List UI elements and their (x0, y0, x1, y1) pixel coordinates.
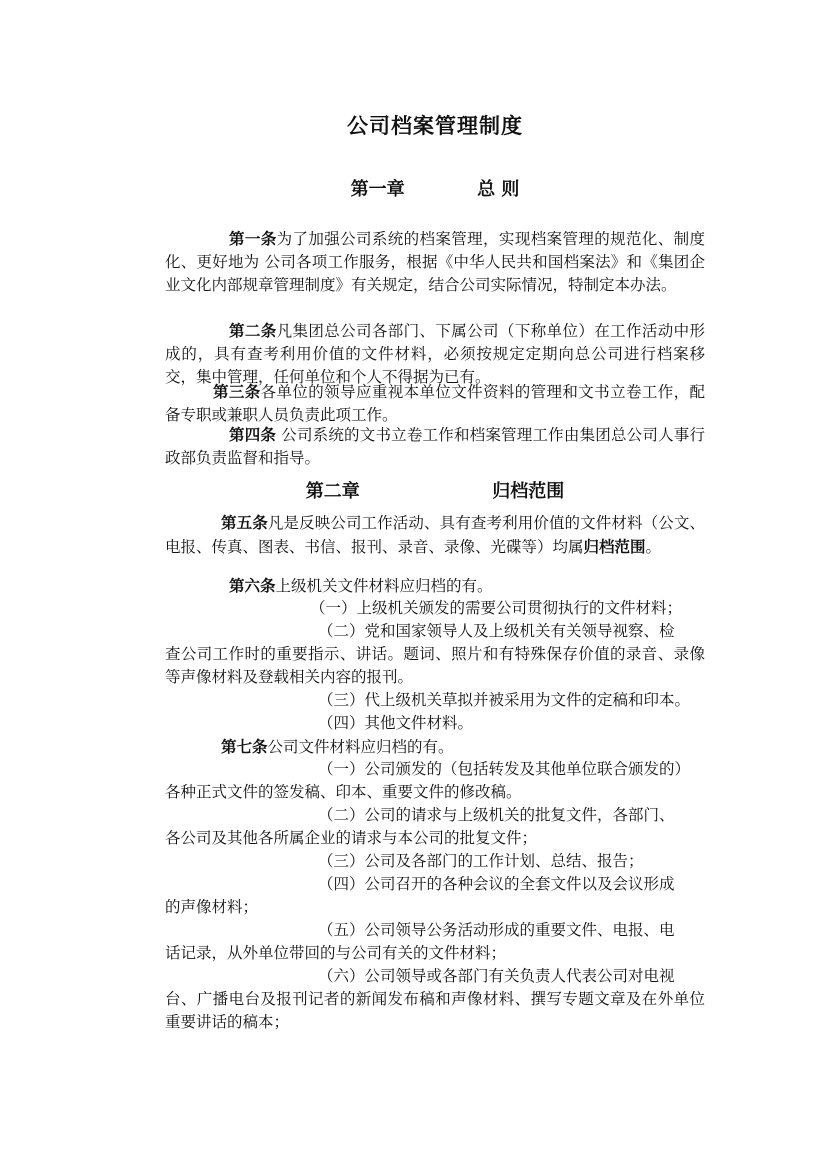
article-7-item-6-line-1: （六）公司领导或各部门有关负责人代表公司对电视 (318, 967, 675, 985)
article-7-item-6-rest: 台、广播电台及报刊记者的新闻发布稿和声像材料、撰写专题文章及在外单位重要讲话的稿本； (165, 990, 705, 1031)
article-4-label: 第四条 (229, 425, 277, 444)
article-1-text: 为了加强公司系统的档案管理，实现档案管理的规范化、制度化、更好地为 公司各项工作服务，根据《中华人民共和国档案法》和《集团企业文化内部规章管理制度》有关规定，结合公司实际情况，特制定本办法。 (165, 230, 705, 294)
article-6-label: 第六条 (229, 576, 276, 595)
article-3-text: 各单位的领导应重视本单位文件资料的管理和文书立卷工作，配备专职或兼职人员负责此项工作。 (165, 383, 705, 424)
article-3 (165, 380, 705, 427)
article-7-item-3: （三）公司及各部门的工作计划、总结、报告； (318, 852, 644, 870)
article-7-item-5-line-1: （五）公司领导公务活动形成的重要文件、电报、电 (318, 921, 675, 939)
article-1-label: 第一条 (229, 229, 277, 248)
article-2-text: 凡集团总公司各部门、下属公司（下称单位）在工作活动中形成的，具有查考利用价值的文件材料，必须按规定定期向总公司进行档案移交，集中管理，任何单位和个人不得据为已有。 (165, 322, 705, 386)
document-title: 公司档案管理制度 (347, 113, 523, 138)
chapter-1-number: 第一章 (350, 179, 405, 200)
article-7-item-5-line-2: 话记录，从外单位带回的与公司有关的文件材料； (165, 944, 507, 962)
article-7-item-4-line-2: 的声像材料； (165, 898, 259, 916)
article-5 (165, 511, 705, 559)
chapter-2-name: 归档范围 (492, 481, 565, 502)
article-7-item-2-line-2: 各公司及其他各所属企业的请求与本公司的批复文件； (165, 829, 538, 847)
chapter-1-heading (165, 175, 705, 201)
article-7-item-1-line-1: （一）公司颁发的（包括转发及其他单位联合颁发的） (318, 760, 691, 778)
article-7-item-1-line-2: 各种正式文件的签发稿、印本、重要文件的修改稿。 (165, 783, 522, 801)
article-5-text: 凡是反映公司工作活动、具有查考利用价值的文件材料（公文、电报、传真、图表、书信、报刊、录音、录像、光碟等）均属 (165, 514, 705, 556)
article-2-label: 第二条 (229, 321, 277, 340)
chapter-1-name: 总 则 (477, 179, 520, 200)
article-5-end: 。 (645, 538, 662, 556)
article-7-label: 第七条 (221, 737, 268, 756)
article-6-item-4: （四）其他文件材料。 (318, 714, 474, 732)
article-5-label: 第五条 (221, 513, 268, 532)
article-1 (165, 227, 705, 297)
article-7-item-4-line-1: （四）公司召开的各种会议的全套文件以及会议形成 (318, 875, 675, 893)
chapter-2-heading (165, 477, 705, 503)
article-3-label: 第三条 (213, 382, 261, 401)
chapter-2-number: 第二章 (305, 481, 360, 502)
article-7-text: 公司文件材料应归档的有。 (267, 738, 454, 756)
article-2 (165, 319, 705, 389)
article-6 (229, 574, 493, 598)
article-6-text: 上级机关文件材料应归档的有。 (275, 577, 493, 595)
article-7 (221, 735, 454, 759)
article-7-item-2-line-1: （二）公司的请求与上级机关的批复文件，各部门、 (318, 806, 675, 824)
article-6-item-2-line-1: （二）党和国家领导人及上级机关有关领导视察、检 (318, 622, 675, 640)
article-4 (165, 423, 705, 470)
article-6-item-1: （一）上级机关颁发的需要公司贯彻执行的文件材料； (310, 599, 683, 617)
article-4-text: 公司系统的文书立卷工作和档案管理工作由集团总公司人事行政部负责监督和指导。 (165, 426, 705, 467)
article-5-emphasis: 归档范围 (583, 537, 646, 556)
article-6-item-3: （三）代上级机关草拟并被采用为文件的定稿和印本。 (318, 691, 691, 709)
article-6-item-2-rest: 查公司工作时的重要指示、讲话。题词、照片和有特殊保存价值的录音、录像等声像材料及登载相关内容的报刊。 (165, 645, 705, 686)
